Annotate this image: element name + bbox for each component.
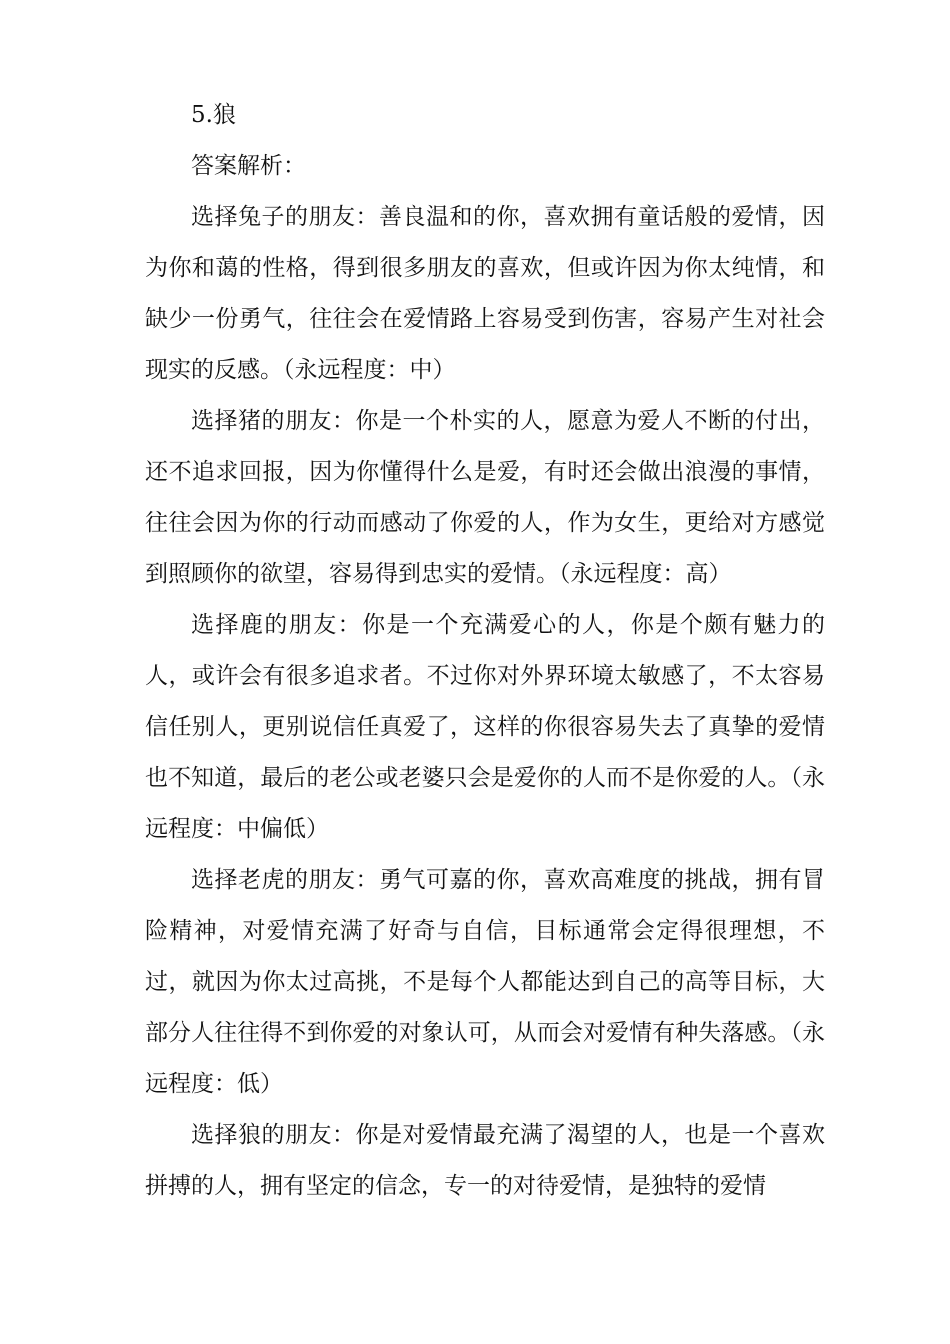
- paragraph-wolf: 选择狼的朋友：你是对爱情最充满了渴望的人，也是一个喜欢拼搏的人，拥有坚定的信念，专一的对待爱情，是独特的爱情: [145, 1122, 825, 1199]
- paragraph-pig: 选择猪的朋友：你是一个朴实的人，愿意为爱人不断的付出，还不追求回报，因为你懂得什么是爱，有时还会做出浪漫的事情，往往会因为你的行动而感动了你爱的人，作为女生，更给对方感觉到照顾你的欲望，容易得到忠实的爱情。（永远程度：高）: [145, 408, 825, 587]
- section-title: 5.狼: [191, 102, 236, 128]
- paragraph-deer: 选择鹿的朋友：你是一个充满爱心的人，你是个颇有魅力的人，或许会有很多追求者。不过你对外界环境太敏感了，不太容易信任别人，更别说信任真爱了，这样的你很容易失去了真挚的爱情也不知道，最后的老公或老婆只会是爱你的人而不是你爱的人。（永远程度：中偏低）: [145, 612, 825, 842]
- paragraph-tiger: 选择老虎的朋友：勇气可嘉的你，喜欢高难度的挑战，拥有冒险精神，对爱情充满了好奇与自信，目标通常会定得很理想，不过，就因为你太过高挑，不是每个人都能达到自己的高等目标，大部分人往往得不到你爱的对象认可，从而会对爱情有种失落感。（永远程度：低）: [145, 867, 825, 1097]
- document-body: [145, 90, 825, 1212]
- answer-analysis-heading: 答案解析：: [191, 153, 306, 179]
- paragraph-rabbit: 选择兔子的朋友：善良温和的你，喜欢拥有童话般的爱情，因为你和蔼的性格，得到很多朋友的喜欢，但或许因为你太纯情，和缺少一份勇气，往往会在爱情路上容易受到伤害，容易产生对社会现实的反感。（永远程度：中）: [145, 204, 825, 383]
